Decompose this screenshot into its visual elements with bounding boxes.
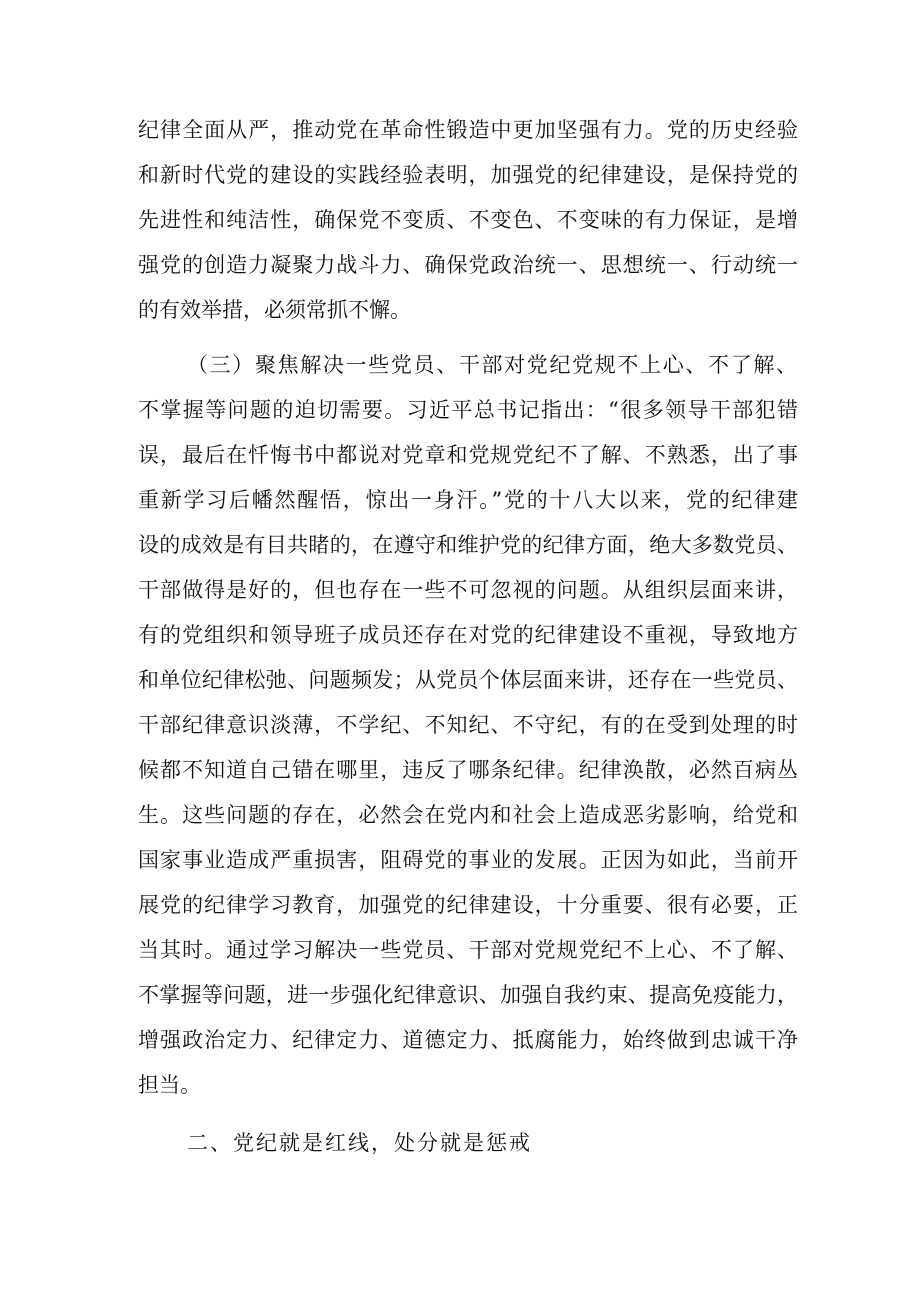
paragraph-1-line-1: 纪律全面从严，推动党在革命性锻造中更加坚强有力。党的历史经验 xyxy=(138,118,798,142)
paragraph-2-line-13: 展党的纪律学习教育，加强党的纪律建设，十分重要、很有必要，正 xyxy=(138,893,798,917)
paragraph-2-line-12: 国家事业造成严重损害，阻碍党的事业的发展。正因为如此，当前开 xyxy=(138,848,798,872)
paragraph-2-line-11: 生。这些问题的存在，必然会在党内和社会上造成恶劣影响，给党和 xyxy=(138,803,798,827)
paragraph-1-line-5: 的有效举措，必须常抓不懈。 xyxy=(138,298,411,322)
paragraph-2-line-4: 重新学习后幡然醒悟，惊出一身汗。”党的十八大以来，党的纪律建 xyxy=(138,488,798,512)
paragraph-2-line-7: 有的党组织和领导班子成员还存在对党的纪律建设不重视，导致地方 xyxy=(138,623,798,647)
paragraph-2-line-16: 增强政治定力、纪律定力、道德定力、抵腐能力，始终做到忠诚干净 xyxy=(138,1028,798,1052)
paragraph-2-line-1: （三）聚焦解决一些党员、干部对党纪党规不上心、不了解、 xyxy=(187,353,797,377)
paragraph-2-line-14: 当其时。通过学习解决一些党员、干部对党规党纪不上心、不了解、 xyxy=(138,938,798,962)
paragraph-2-line-15: 不掌握等问题，进一步强化纪律意识、加强自我约束、提高免疫能力， xyxy=(138,983,798,1007)
paragraph-2-line-17: 担当。 xyxy=(138,1073,201,1097)
section-heading: 二、党纪就是红线，处分就是惩戒 xyxy=(187,1131,532,1155)
paragraph-2-line-8: 和单位纪律松弛、问题频发；从党员个体层面来讲，还存在一些党员、 xyxy=(138,668,798,692)
paragraph-1-line-3: 先进性和纯洁性，确保党不变质、不变色、不变味的有力保证，是增 xyxy=(138,208,798,232)
paragraph-2-line-6: 干部做得是好的，但也存在一些不可忽视的问题。从组织层面来讲， xyxy=(138,578,798,602)
paragraph-2-line-5: 设的成效是有目共睹的，在遵守和维护党的纪律方面，绝大多数党员、 xyxy=(138,533,798,557)
paragraph-2-line-9: 干部纪律意识淡薄，不学纪、不知纪、不守纪，有的在受到处理的时 xyxy=(138,713,798,737)
paragraph-1-line-4: 强党的创造力凝聚力战斗力、确保党政治统一、思想统一、行动统一 xyxy=(138,253,798,277)
paragraph-2-line-10: 候都不知道自己错在哪里，违反了哪条纪律。纪律涣散，必然百病丛 xyxy=(138,758,798,782)
paragraph-2-line-3: 误，最后在忏悔书中都说对党章和党规党纪不了解、不熟悉，出了事 xyxy=(138,443,798,467)
paragraph-2-line-2: 不掌握等问题的迫切需要。习近平总书记指出：“很多领导干部犯错 xyxy=(138,398,798,422)
paragraph-1-line-2: 和新时代党的建设的实践经验表明，加强党的纪律建设，是保持党的 xyxy=(138,163,798,187)
